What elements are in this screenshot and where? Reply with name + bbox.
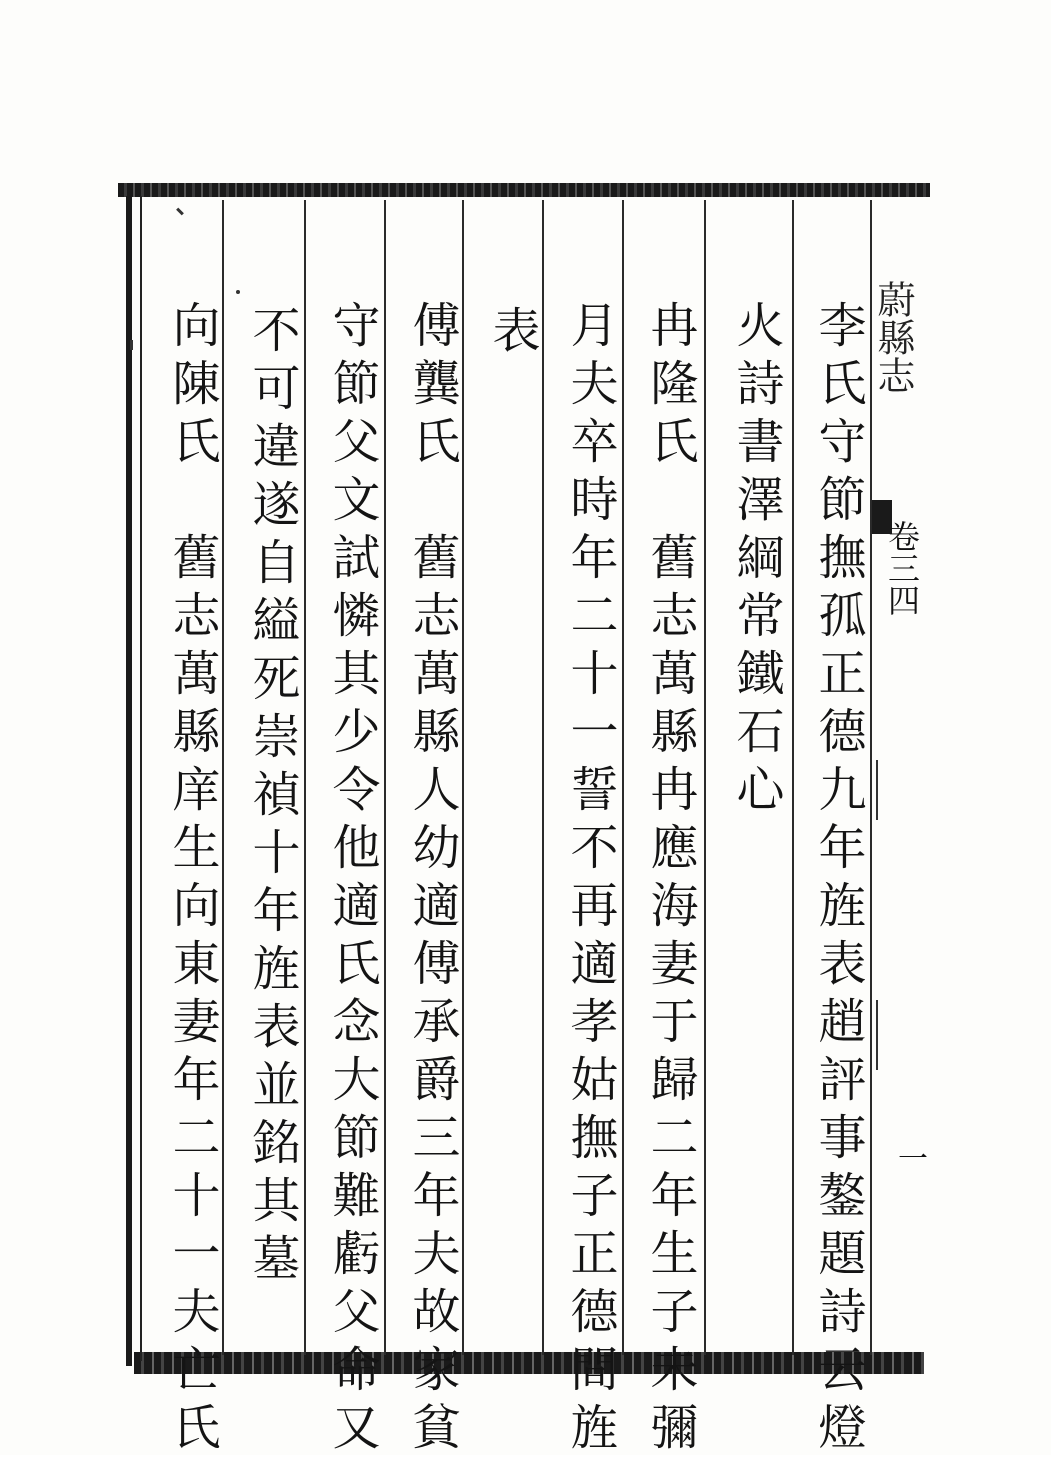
column-rule xyxy=(542,200,544,1355)
text-column-5: 表 xyxy=(484,305,540,363)
text-column-8: 不可違遂自縊死崇禎十年旌表並銘其墓 xyxy=(244,305,300,1291)
frame-left-border xyxy=(126,196,132,1366)
margin-page-number: 一 xyxy=(898,1142,928,1177)
scan-speck xyxy=(130,340,133,350)
column-rule xyxy=(622,200,624,1355)
frame-top-border xyxy=(118,183,930,197)
text-column-7: 守節父文試憐其少令他適氏念大節難虧父命又 xyxy=(324,300,380,1460)
text-column-9: 向陳氏 舊志萬縣庠生向東妻年二十一夫亡氏 xyxy=(164,300,220,1460)
scan-speck xyxy=(236,290,240,294)
text-column-1: 李氏守節撫孤正德九年旌表趙評事鏊題詩云燈 xyxy=(810,300,866,1460)
text-column-3: 冉隆氏 舊志萬縣冉應海妻于歸二年生子未彌 xyxy=(642,300,698,1460)
column-rule xyxy=(462,200,464,1355)
text-column-4: 月夫卒時年二十一誓不再適孝姑撫子正德間旌 xyxy=(562,300,618,1460)
margin-book-title: 蔚縣志 xyxy=(871,280,915,394)
frame-bottom-border xyxy=(134,1352,924,1374)
column-rule xyxy=(384,200,386,1355)
column-rule xyxy=(222,200,224,1355)
scan-speck xyxy=(176,208,184,216)
margin-rule xyxy=(876,1000,878,1070)
margin-juan-label: 卷三四 xyxy=(883,520,921,616)
column-rule xyxy=(304,200,306,1355)
column-rule xyxy=(792,200,794,1355)
margin-rule xyxy=(876,760,878,820)
column-rule xyxy=(704,200,706,1355)
text-column-2: 火詩書澤綱常鐵石心 xyxy=(728,300,784,822)
frame-left-inner-border xyxy=(140,196,142,1361)
text-column-6: 傅龔氏 舊志萬縣人幼適傅承爵三年夫故家貧 xyxy=(404,300,460,1460)
